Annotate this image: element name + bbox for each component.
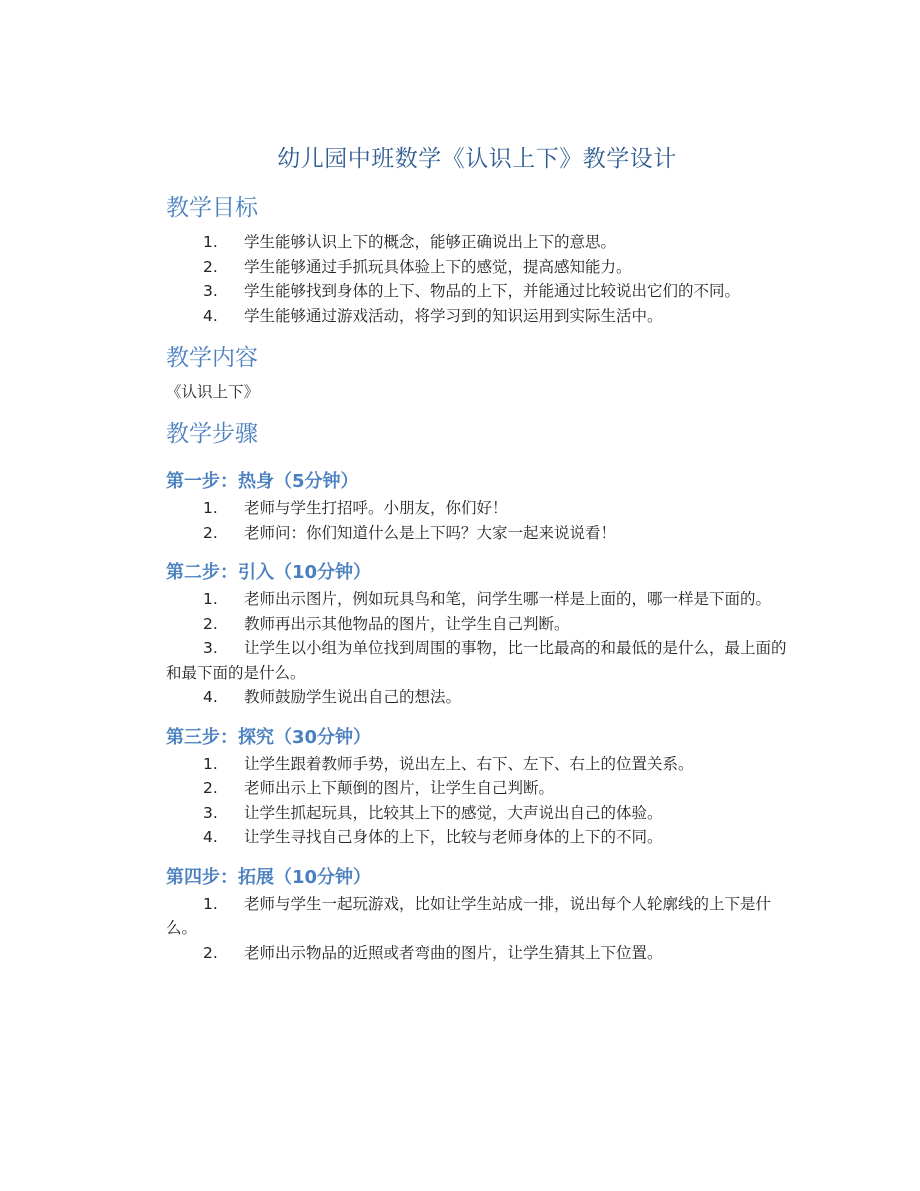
list-number: 1. (203, 499, 218, 517)
list-item (166, 752, 788, 777)
list-text: 教师鼓励学生说出自己的想法。 (244, 688, 462, 706)
list-number: 1. (203, 233, 218, 251)
list-text: 老师出示图片，例如玩具鸟和笔，问学生哪一样是上面的，哪一样是下面的。 (244, 590, 772, 608)
list-item (166, 685, 788, 710)
list-number: 4. (203, 306, 218, 325)
list-number: 3. (203, 282, 218, 300)
step-3-list (166, 752, 788, 850)
list-item (166, 587, 788, 612)
list-item (166, 230, 788, 255)
list-text: 老师问：你们知道什么是上下吗？大家一起来说说看！ (244, 523, 617, 542)
step-1-title: 第一步：热身（5分钟） (166, 471, 359, 492)
list-item (166, 521, 788, 546)
list-item (166, 892, 788, 941)
list-text: 学生能够找到身体的上下、物品的上下，并能通过比较说出它们的不同。 (244, 282, 741, 300)
list-text: 让学生跟着教师手势，说出左上、右下、左下、右上的位置关系。 (244, 754, 694, 773)
list-number: 2. (203, 614, 218, 633)
step-3-title: 第三步：探究（30分钟） (166, 726, 372, 748)
list-item (166, 255, 788, 280)
step-2-list (166, 587, 788, 710)
document-page (166, 140, 788, 965)
list-number: 3. (203, 803, 218, 822)
list-number: 2. (203, 257, 218, 276)
goals-heading: 教学目标 (166, 195, 258, 221)
list-number: 4. (203, 828, 218, 846)
step-4-list (166, 892, 788, 966)
list-item (166, 941, 788, 966)
list-item (166, 304, 788, 329)
document-title: 幼儿园中班数学《认识上下》教学设计 (277, 146, 677, 172)
goals-list (166, 230, 788, 328)
list-text: 学生能够通过游戏活动，将学习到的知识运用到实际生活中。 (244, 306, 663, 325)
list-text: 老师出示上下颠倒的图片，让学生自己判断。 (244, 779, 555, 797)
list-text: 老师与学生一起玩游戏，比如让学生站成一排，说出每个人轮廓线的上下是什么。 (166, 894, 772, 937)
list-number: 3. (203, 639, 218, 657)
list-text: 老师与学生打招呼。小朋友，你们好！ (244, 499, 508, 517)
step-2-title: 第二步：引入（10分钟） (166, 562, 372, 583)
steps-heading: 教学步骤 (166, 421, 258, 447)
list-item (166, 825, 788, 850)
list-text: 学生能够认识上下的概念，能够正确说出上下的意思。 (244, 233, 617, 251)
list-number: 1. (203, 754, 218, 773)
list-number: 2. (203, 779, 218, 797)
list-number: 2. (203, 523, 218, 542)
content-text: 《认识上下》 (166, 383, 260, 401)
list-number: 2. (203, 943, 218, 962)
list-number: 4. (203, 688, 218, 706)
list-number: 1. (203, 590, 218, 608)
list-item (166, 279, 788, 304)
list-number: 1. (203, 894, 218, 913)
list-text: 让学生寻找自己身体的上下，比较与老师身体的上下的不同。 (244, 828, 663, 846)
step-1-list (166, 496, 788, 545)
list-text: 学生能够通过手抓玩具体验上下的感觉，提高感知能力。 (244, 257, 632, 276)
list-text: 让学生以小组为单位找到周围的事物，比一比最高的和最低的是什么，最上面的和最下面的是什么。 (166, 639, 787, 682)
list-item (166, 612, 788, 637)
list-item (166, 496, 788, 521)
list-text: 教师再出示其他物品的图片，让学生自己判断。 (244, 614, 570, 633)
list-item (166, 776, 788, 801)
list-text: 老师出示物品的近照或者弯曲的图片，让学生猜其上下位置。 (244, 943, 663, 962)
content-heading: 教学内容 (166, 345, 258, 371)
list-item (166, 636, 788, 685)
list-text: 让学生抓起玩具，比较其上下的感觉，大声说出自己的体验。 (244, 803, 663, 822)
step-4-title: 第四步：拓展（10分钟） (166, 866, 372, 888)
list-item (166, 801, 788, 826)
